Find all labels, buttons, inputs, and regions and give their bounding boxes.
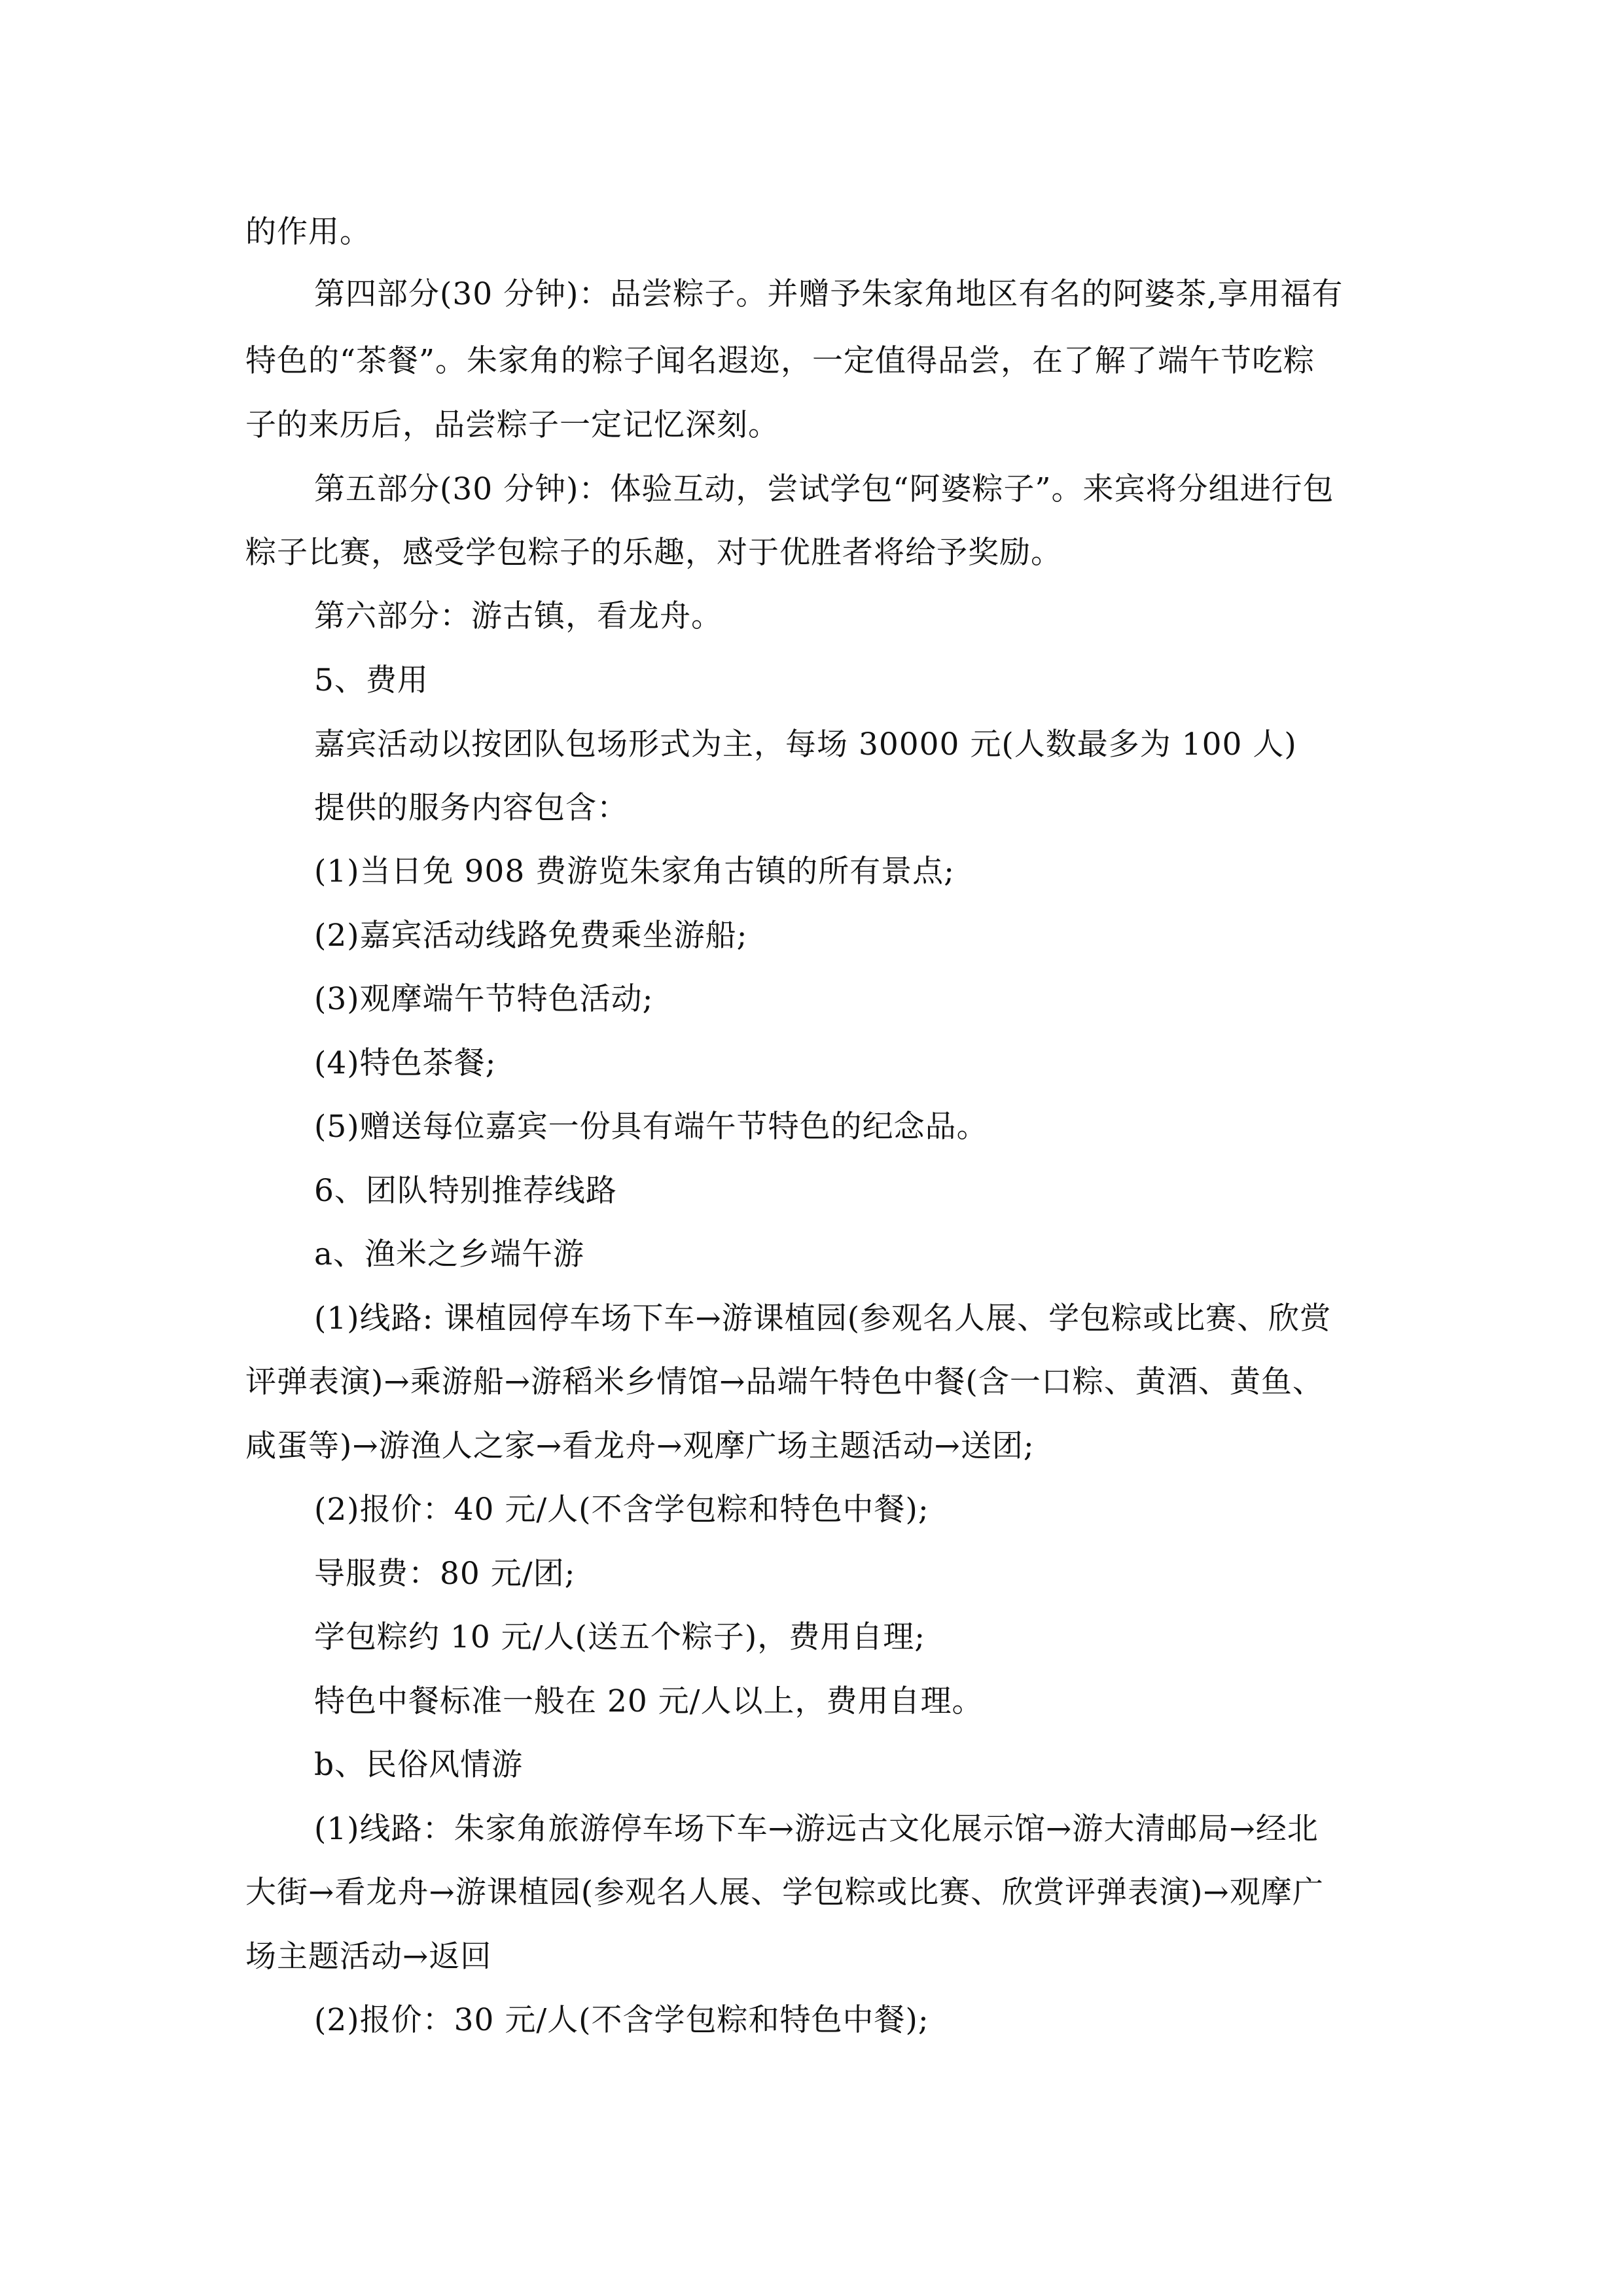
text-line: 第五部分(30 分钟)：体验互动，尝试学包“阿婆粽子”。来宾将分组进行包 xyxy=(314,471,1334,507)
text-line: 第六部分：游古镇，看龙舟。 xyxy=(314,598,722,634)
list-item: (1)当日免 908 费游览朱家角古镇的所有景点; xyxy=(314,853,955,889)
text-line: 嘉宾活动以按团队包场形式为主，每场 30000 元(人数最多为 100 人) xyxy=(314,726,1297,762)
text-line: 场主题活动→返回 xyxy=(245,1939,492,1975)
text-line: 学包粽约 10 元/人(送五个粽子)，费用自理; xyxy=(314,1619,926,1655)
list-item: (2)嘉宾活动线路免费乘坐游船; xyxy=(314,918,748,954)
text-line: 特色的“茶餐”。朱家角的粽子闻名遐迩，一定值得品尝，在了解了端午节吃粽 xyxy=(245,343,1315,379)
subsection-heading: a、渔米之乡端午游 xyxy=(314,1236,585,1272)
text-line: 的作用。 xyxy=(245,214,371,250)
list-item: (5)赠送每位嘉宾一份具有端午节特色的纪念品。 xyxy=(314,1109,988,1145)
section-heading: 6、团队特别推荐线路 xyxy=(314,1173,617,1209)
list-item: (3)观摩端午节特色活动; xyxy=(314,981,654,1017)
text-line: 咸蛋等)→游渔人之家→看龙舟→观摩广场主题活动→送团; xyxy=(245,1428,1035,1464)
text-line: 大街→看龙舟→游课植园(参观名人展、学包粽或比赛、欣赏评弹表演)→观摩广 xyxy=(245,1874,1324,1910)
text-line: 特色中餐标准一般在 20 元/人以上，费用自理。 xyxy=(314,1683,984,1719)
list-item: (4)特色茶餐; xyxy=(314,1045,497,1081)
text-line: 评弹表演)→乘游船→游稻米乡情馆→品端午特色中餐(含一口粽、黄酒、黄鱼、 xyxy=(245,1364,1324,1400)
text-line: 子的来历后，品尝粽子一定记忆深刻。 xyxy=(245,407,779,443)
text-line: (1)线路：朱家角旅游停车场下车→游远古文化展示馆→游大清邮局→经北 xyxy=(314,1811,1319,1847)
subsection-heading: b、民俗风情游 xyxy=(314,1747,524,1783)
text-line: 第四部分(30 分钟)：品尝粽子。并赠予朱家角地区有名的阿婆茶,享用福有 xyxy=(314,276,1344,312)
section-heading: 5、费用 xyxy=(314,662,429,698)
text-line: (2)报价：30 元/人(不含学包粽和特色中餐); xyxy=(314,2002,929,2038)
text-line: 粽子比赛，感受学包粽子的乐趣，对于优胜者将给予奖励。 xyxy=(245,535,1062,571)
text-line: 提供的服务内容包含： xyxy=(314,790,628,826)
text-line: (2)报价：40 元/人(不含学包粽和特色中餐); xyxy=(314,1492,929,1528)
text-line: 导服费：80 元/团; xyxy=(314,1556,576,1592)
text-line: (1)线路: 课植园停车场下车→游课植园(参观名人展、学包粽或比赛、欣赏 xyxy=(314,1300,1332,1336)
